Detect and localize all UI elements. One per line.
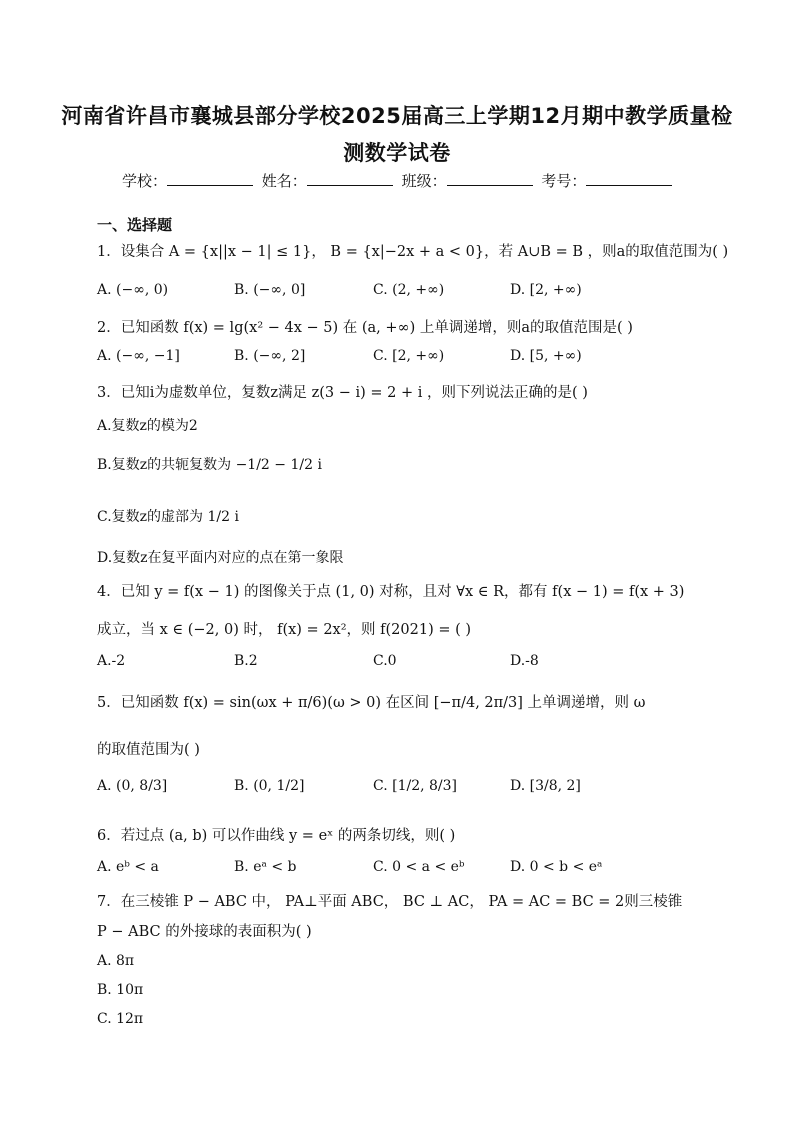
- question-4-option-c: C.0: [373, 653, 397, 669]
- question-3-option-c: C.复数z的虚部为 1/2 i: [97, 509, 239, 525]
- name-label: 姓名：: [261, 172, 307, 190]
- school-label: 学校：: [122, 172, 168, 190]
- question-1-stem: 1．设集合 A = {x||x − 1| ≤ 1}， B = {x|−2x + a < 0}，若 A∪B = B ，则a的取值范围为( ): [97, 244, 729, 260]
- question-1-option-a: A. (−∞, 0): [97, 282, 169, 298]
- question-2-option-b: B. (−∞, 2]: [234, 348, 306, 364]
- question-5-option-a: A. (0, 8/3]: [97, 778, 168, 794]
- question-6-option-a: A. eᵇ < a: [97, 859, 159, 875]
- question-2-stem: 2．已知函数 f(x) = lg(x² − 4x − 5) 在 (a, +∞) 上单调递增，则a的取值范围是( ): [97, 320, 633, 336]
- question-2-option-d: D. [5, +∞): [510, 348, 582, 364]
- question-7-option-c: C. 12π: [97, 1011, 144, 1027]
- section-heading: 一、选择题: [97, 216, 173, 234]
- question-2-option-c: C. [2, +∞): [373, 348, 445, 364]
- class-blank: [447, 173, 533, 186]
- question-7-stem-line2: P − ABC 的外接球的表面积为( ): [97, 924, 312, 940]
- question-6-option-b: B. eᵃ < b: [234, 859, 297, 875]
- school-blank: [167, 173, 253, 186]
- question-7-option-b: B. 10π: [97, 982, 144, 998]
- question-7-option-a: A. 8π: [97, 953, 135, 969]
- question-6-option-d: D. 0 < b < eᵃ: [510, 859, 603, 875]
- question-3-option-d: D.复数z在复平面内对应的点在第一象限: [97, 550, 344, 566]
- question-6-stem: 6．若过点 (a, b) 可以作曲线 y = eˣ 的两条切线，则( ): [97, 828, 456, 844]
- question-4-option-a: A.-2: [97, 653, 126, 669]
- question-4-option-b: B.2: [234, 653, 258, 669]
- question-5-option-d: D. [3/8, 2]: [510, 778, 581, 794]
- question-2-option-a: A. (−∞, −1]: [97, 348, 180, 364]
- question-4-stem-line1: 4．已知 y = f(x − 1) 的图像关于点 (1, 0) 对称，且对 ∀x ∈ R，都有 f(x − 1) = f(x + 3): [97, 584, 685, 600]
- exam-title-line1: 河南省许昌市襄城县部分学校2025届高三上学期12月期中教学质量检: [61, 104, 733, 128]
- question-7-stem-line1: 7．在三棱锥 P − ABC 中， PA⊥平面 ABC， BC ⊥ AC， PA = AC = BC = 2则三棱锥: [97, 894, 683, 910]
- question-4-option-d: D.-8: [510, 653, 539, 669]
- question-3-stem: 3．已知i为虚数单位，复数z满足 z(3 − i) = 2 + i ，则下列说法正确的是( ): [97, 385, 588, 401]
- class-label: 班级：: [401, 172, 447, 190]
- exam-title-line2: 测数学试卷: [343, 141, 451, 165]
- question-1-option-d: D. [2, +∞): [510, 282, 582, 298]
- question-6-option-c: C. 0 < a < eᵇ: [373, 859, 465, 875]
- question-3-option-a: A.复数z的模为2: [97, 418, 198, 434]
- question-5-option-c: C. [1/2, 8/3]: [373, 778, 457, 794]
- question-5-stem-line1: 5．已知函数 f(x) = sin(ωx + π/6)(ω > 0) 在区间 [−π/4, 2π/3] 上单调递增，则 ω: [97, 695, 646, 711]
- student-info-row: [122, 170, 682, 191]
- question-1-option-c: C. (2, +∞): [373, 282, 445, 298]
- question-1-option-b: B. (−∞, 0]: [234, 282, 306, 298]
- question-4-stem-line2: 成立，当 x ∈ (−2, 0) 时， f(x) = 2x²，则 f(2021) = ( ): [97, 622, 472, 638]
- number-blank: [586, 173, 672, 186]
- question-5-option-b: B. (0, 1/2]: [234, 778, 305, 794]
- name-blank: [307, 173, 393, 186]
- question-3-option-b: B.复数z的共轭复数为 −1/2 − 1/2 i: [97, 457, 322, 473]
- question-5-stem-line2: 的取值范围为( ): [97, 742, 200, 758]
- number-label: 考号：: [541, 172, 587, 190]
